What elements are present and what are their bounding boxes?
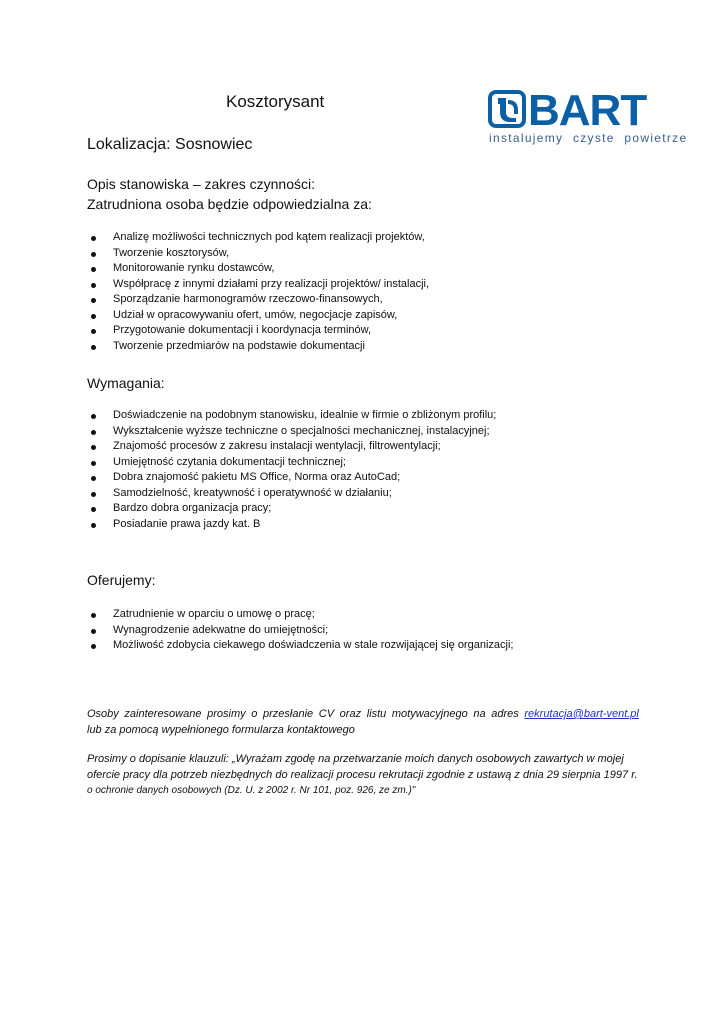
- list-item: Samodzielność, kreatywność i operatywność w działaniu;: [87, 486, 496, 502]
- offer-heading: Oferujemy:: [87, 572, 156, 588]
- bullet-icon: [91, 523, 96, 528]
- bullet-icon: [91, 314, 96, 319]
- bullet-icon: [91, 445, 96, 450]
- bullet-icon: [91, 345, 96, 350]
- list-item: Bardzo dobra organizacja pracy;: [87, 501, 496, 517]
- job-title: Kosztorysant: [226, 92, 325, 111]
- bullet-icon: [91, 629, 96, 634]
- bullet-icon: [91, 430, 96, 435]
- list-item: Zatrudnienie w oparciu o umowę o pracę;: [87, 607, 513, 623]
- logo-brand-text: BART: [528, 90, 647, 130]
- list-item: Znajomość procesów z zakresu instalacji wentylacji, filtrowentylacji;: [87, 439, 496, 455]
- list-item: Wynagrodzenie adekwatne do umiejętności;: [87, 623, 513, 639]
- bullet-icon: [91, 298, 96, 303]
- bullet-icon: [91, 267, 96, 272]
- list-item: Udział w opracowywaniu ofert, umów, negocjacje zapisów,: [87, 308, 429, 324]
- clause-line-1: Prosimy o dopisanie klauzuli: „Wyrażam zgodę na przetwarzanie moich danych osobowych zawartych w mojej: [87, 753, 624, 765]
- list-item: Współpracę z innymi działami przy realizacji projektów/ instalacji,: [87, 277, 429, 293]
- duties-list: [87, 230, 429, 354]
- bullet-icon: [91, 329, 96, 334]
- list-item: Dobra znajomość pakietu MS Office, Norma oraz AutoCad;: [87, 470, 496, 486]
- bullet-icon: [91, 461, 96, 466]
- contact-line-2: lub za pomocą wypełnionego formularza kontaktowego: [87, 724, 355, 736]
- bullet-icon: [91, 476, 96, 481]
- list-item: Możliwość zdobycia ciekawego doświadczenia w stale rozwijającej się organizacji;: [87, 638, 513, 654]
- list-item: Posiadanie prawa jazdy kat. B: [87, 517, 496, 533]
- bullet-icon: [91, 414, 96, 419]
- list-item: Doświadczenie na podobnym stanowisku, idealnie w firmie o zbliżonym profilu;: [87, 408, 496, 424]
- bullet-icon: [91, 236, 96, 241]
- bullet-icon: [91, 252, 96, 257]
- clause-paragraph: [87, 751, 639, 799]
- offer-list: [87, 607, 513, 654]
- bart-logo-icon: [488, 90, 670, 130]
- contact-paragraph: [87, 706, 639, 738]
- bullet-icon: [91, 507, 96, 512]
- list-item: Monitorowanie rynku dostawców,: [87, 261, 429, 277]
- list-item: Przygotowanie dokumentacji i koordynacja terminów,: [87, 323, 429, 339]
- location: Lokalizacja: Sosnowiec: [87, 136, 253, 153]
- bullet-icon: [91, 283, 96, 288]
- duties-heading: Opis stanowiska – zakres czynności:: [87, 176, 315, 192]
- bullet-icon: [91, 492, 96, 497]
- bullet-icon: [91, 644, 96, 649]
- list-item: Tworzenie kosztorysów,: [87, 246, 429, 262]
- duties-subheading: Zatrudniona osoba będzie odpowiedzialna za:: [87, 196, 372, 212]
- list-item: Umiejętność czytania dokumentacji technicznej;: [87, 455, 496, 471]
- list-item: Analizę możliwości technicznych pod kątem realizacji projektów,: [87, 230, 429, 246]
- clause-line-3: o ochronie danych osobowych (Dz. U. z 2002 r. Nr 101, poz. 926, ze zm.)": [87, 785, 416, 796]
- logo-tagline: instalujemy czyste powietrze: [489, 131, 688, 145]
- list-item: Tworzenie przedmiarów na podstawie dokumentacji: [87, 339, 429, 355]
- list-item: Wykształcenie wyższe techniczne o specjalności mechanicznej, instalacyjnej;: [87, 424, 496, 440]
- contact-line-1: Osoby zainteresowane prosimy o przesłanie CV oraz listu motywacyjnego na adres rekrutacja@bart-vent.pl: [87, 708, 639, 720]
- requirements-heading: Wymagania:: [87, 375, 165, 391]
- bullet-icon: [91, 613, 96, 618]
- requirements-list: [87, 408, 496, 532]
- email-link[interactable]: rekrutacja@bart-vent.pl: [524, 708, 639, 720]
- clause-line-2: ofercie pracy dla potrzeb niezbędnych do realizacji procesu rekrutacji zgodnie z ustawą z dnia 29 sierpnia 1997 r.: [87, 769, 638, 781]
- list-item: Sporządzanie harmonogramów rzeczowo-finansowych,: [87, 292, 429, 308]
